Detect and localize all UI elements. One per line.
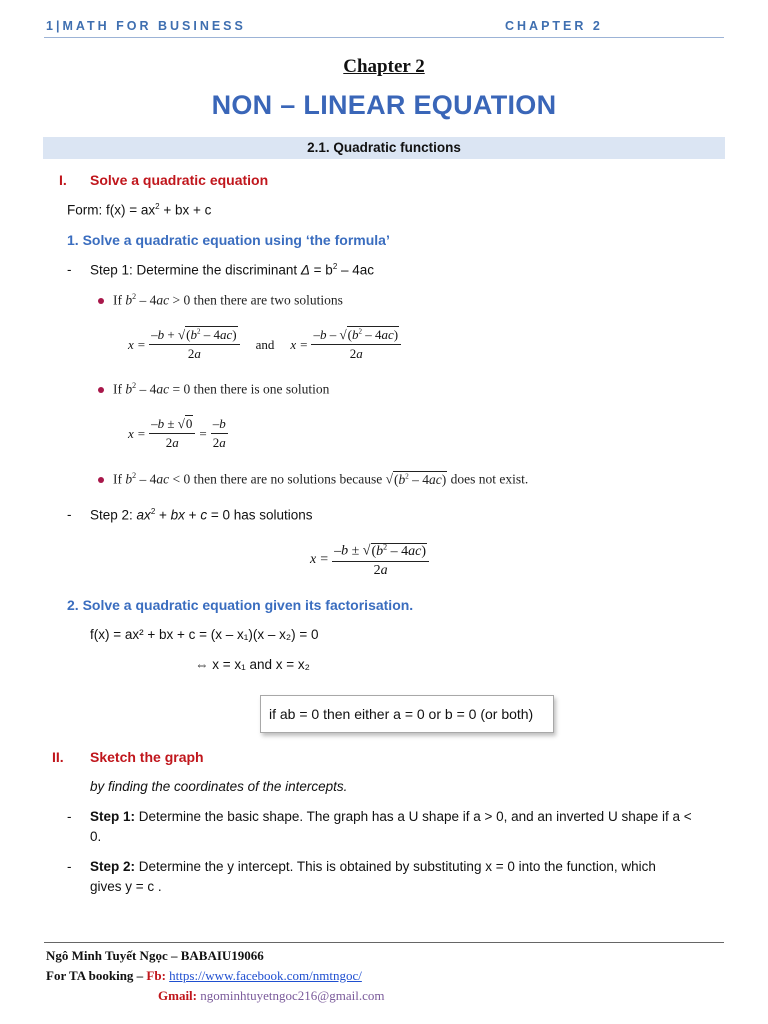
part2-subtitle: by finding the coordinates of the intercepts. <box>90 779 348 794</box>
part2-heading: Sketch the graph <box>90 749 204 765</box>
bullet-icon <box>98 477 104 483</box>
delta-symbol: Δ <box>300 262 310 278</box>
graph-step1-cont: 0. <box>90 829 102 844</box>
rule-box-text: if ab = 0 then either a = 0 or b = 0 (or both) <box>269 706 534 722</box>
bullet-icon <box>98 387 104 393</box>
footer-ta-line: For TA booking – Fb: https://www.facebook.com/nmtngoc/ <box>46 968 362 983</box>
two-solutions-formula: x = $\frac{-b + √(b^2 - 4ac)}{2a}$ and x = $\frac{-b - √(b^2 - 4ac)}{2a}$ <box>128 327 401 362</box>
step1-line: Step 1: Determine the discriminant $\Delta = b^2 - 4ac$ <box>90 262 375 278</box>
one-solution-formula: x = $\frac{-b \pm √0}{2a}$ = $\frac{-b}{2a}$ <box>128 416 226 450</box>
footer-author: Ngô Minh Tuyết Ngọc – BABAIU19066 <box>46 948 264 963</box>
footer-gmail-line <box>158 988 384 1004</box>
part1-number: I. <box>59 172 67 188</box>
section-title: 2.1. Quadratic functions <box>307 140 461 155</box>
graph-step2-cont: gives y = c . <box>90 879 162 894</box>
bullet-icon <box>98 298 104 304</box>
equivalence-line: ⇔ x = x₁ and x = x₂ <box>195 657 310 672</box>
subsection-formula: 1. Solve a quadratic equation using ‘the formula’ <box>67 232 390 248</box>
rule-box <box>260 695 554 733</box>
dash-4: - <box>67 859 72 874</box>
form-line: Form: $f(x) = ax^2$ + bx + c <box>67 202 212 218</box>
header-divider <box>44 37 724 38</box>
header-right: CHAPTER 2 <box>505 19 603 33</box>
form-label: Form: f(x) = ax <box>67 202 156 218</box>
facebook-link[interactable]: https://www.facebook.com/nmtngoc/ <box>169 968 362 983</box>
bullet-two-solutions: If $b^2 - 4ac > 0$ then there are two solutions <box>113 292 343 308</box>
form-rest: + bx + c <box>159 202 212 218</box>
part1-heading: Solve a quadratic equation <box>90 172 269 188</box>
step1-prefix: Step 1: Determine the discriminant <box>90 262 301 278</box>
dash-3: - <box>67 809 72 824</box>
gmail-address[interactable]: ngominhtuyetngoc216@gmail.com <box>200 988 385 1003</box>
chapter-heading: Chapter 2 <box>343 56 425 77</box>
graph-step1: Step 1: Determine the basic shape. The graph has a U shape if a > 0, and an inverted U shape if a < <box>90 809 692 824</box>
quadratic-formula: x = $\frac{-b \pm √(b^2 - 4ac)}{2a}$ <box>310 542 429 579</box>
step1-end: – 4ac <box>337 262 375 278</box>
and-word: and <box>255 336 275 352</box>
footer-divider <box>44 942 724 943</box>
section-band <box>43 137 725 159</box>
subsection-factorisation: 2. Solve a quadratic equation given its factorisation. <box>67 597 414 613</box>
gmail-label: Gmail: <box>158 988 201 1003</box>
dash-2: - <box>67 507 72 522</box>
bullet-no-solution: If $b^2 - 4ac < 0$ then there are no solutions because $√(b^2 - 4ac)$ does not exist. <box>113 471 529 487</box>
graph-step2: Step 2: Determine the y intercept. This is obtained by substituting x = 0 into the function, which <box>90 859 656 874</box>
step1-rest: = b <box>309 262 333 278</box>
page-title: NON – LINEAR EQUATION <box>211 90 557 120</box>
header-left: 1|MATH FOR BUSINESS <box>46 19 246 33</box>
dash-1: - <box>67 262 72 277</box>
fb-label: Fb: <box>146 968 170 983</box>
factorisation-line: f(x) = ax² + bx + c = (x – x₁)(x – x₂) = 0 <box>90 627 319 642</box>
step2-line: Step 2: $ax^2$ + bx + c = 0 has solutions <box>90 507 313 523</box>
part2-number: II. <box>52 749 64 765</box>
bullet-one-solution: If $b^2 - 4ac = 0$ then there is one solution <box>113 381 330 397</box>
